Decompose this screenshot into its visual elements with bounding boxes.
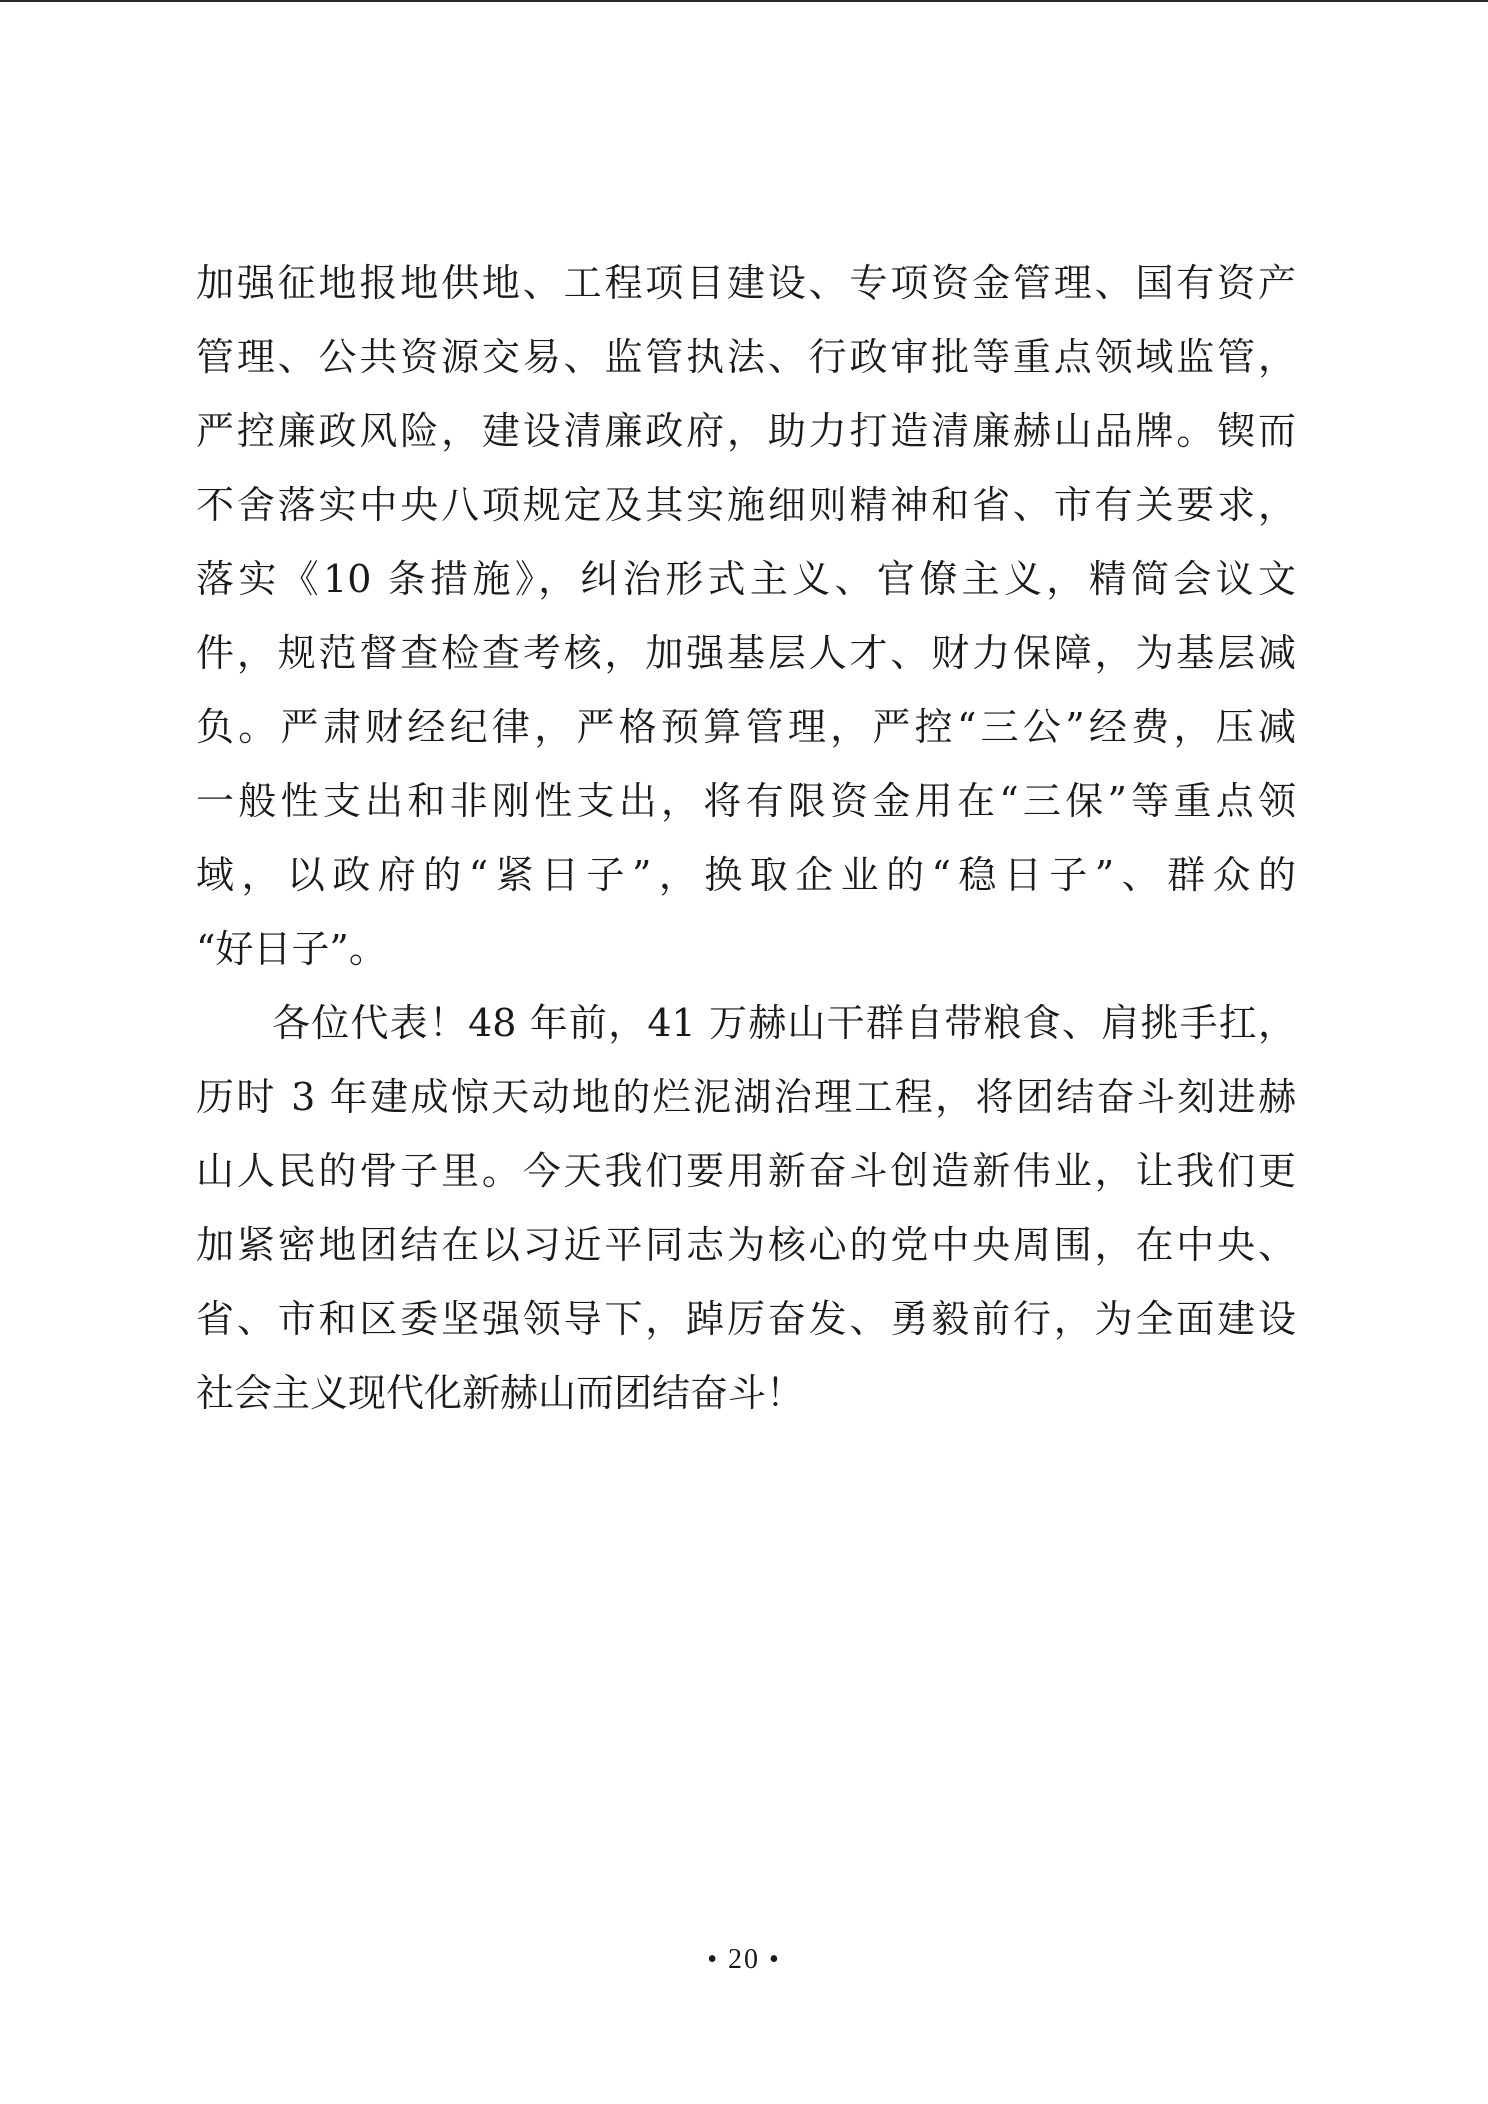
paragraph-line: 管理、公共资源交易、监管执法、行政审批等重点领域监管， xyxy=(196,335,1296,379)
paragraph-2 xyxy=(196,986,1296,1430)
paragraph-line: 件，规范督查检查考核，加强基层人才、财力保障，为基层减 xyxy=(196,631,1296,675)
paragraph-line: 不舍落实中央八项规定及其实施细则精神和省、市有关要求， xyxy=(196,483,1296,527)
page-number: • 20 • xyxy=(707,1944,781,1975)
paragraph-line: 加强征地报地供地、工程项目建设、专项资金管理、国有资产 xyxy=(196,261,1296,305)
paragraph-line: 域，以政府的“紧日子”，换取企业的“稳日子”、群众的 xyxy=(196,853,1296,897)
top-border-line xyxy=(0,0,1488,2)
document-body xyxy=(196,246,1296,1430)
paragraph-line: 落实《10 条措施》，纠治形式主义、官僚主义，精简会议文 xyxy=(196,557,1296,601)
paragraph-line: 山人民的骨子里。今天我们要用新奋斗创造新伟业，让我们更 xyxy=(196,1149,1296,1193)
paragraph-line: 一般性支出和非刚性支出，将有限资金用在“三保”等重点领 xyxy=(196,779,1296,823)
paragraph-line: 社会主义现代化新赫山而团结奋斗！ xyxy=(196,1371,805,1415)
paragraph-line: “好日子”。 xyxy=(196,927,387,971)
paragraph-line: 历时 3 年建成惊天动地的烂泥湖治理工程，将团结奋斗刻进赫 xyxy=(196,1075,1296,1119)
paragraph-line: 各位代表！48 年前，41 万赫山干群自带粮食、肩挑手扛， xyxy=(272,1001,1296,1045)
paragraph-line: 负。严肃财经纪律，严格预算管理，严控“三公”经费，压减 xyxy=(196,705,1296,749)
paragraph-line: 加紧密地团结在以习近平同志为核心的党中央周围，在中央、 xyxy=(196,1223,1296,1267)
paragraph-1 xyxy=(196,246,1296,986)
paragraph-line: 省、市和区委坚强领导下，踔厉奋发、勇毅前行，为全面建设 xyxy=(196,1297,1296,1341)
paragraph-line: 严控廉政风险，建设清廉政府，助力打造清廉赫山品牌。锲而 xyxy=(196,409,1296,453)
